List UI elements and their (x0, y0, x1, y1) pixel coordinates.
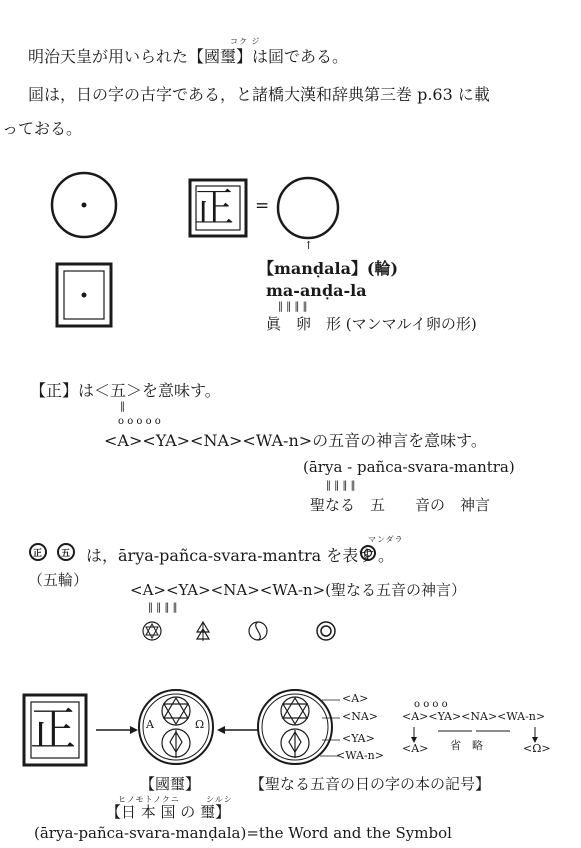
label-na: <NA> (342, 710, 379, 723)
boxed-sho-char: 正 (194, 185, 234, 231)
seal-alpha: A (146, 718, 154, 731)
caption-nihon-seal: 【日 本 国 の 璽】 (106, 803, 231, 821)
circled-go-char: 五 (61, 549, 71, 559)
caption2-ruby-left: ヒノモトノクニ (118, 795, 180, 804)
caption2-ruby-right: シルシ (206, 795, 233, 804)
mandala-label: 【manḍala】(輪) (258, 259, 399, 278)
s-curve-circle-icon (249, 622, 267, 640)
equals-sign: = (255, 196, 270, 216)
section2-heading: 【正】は＜五＞を意味す。 (30, 381, 221, 400)
intro-line-3: っておる。 (2, 119, 83, 138)
section2-sanskrit: (ārya - pañca-svara-mantra) (303, 458, 515, 476)
intro-line-1-term: 國璽 (204, 47, 237, 66)
footer-word-symbol: (ārya-pañca-svara-manḍala)=the Word and the Symbol (34, 824, 452, 842)
seal-right-icon (258, 690, 332, 764)
section3-period: 。 (378, 546, 395, 565)
section3-ruby: マンダラ (368, 535, 404, 544)
right-bottom-a: <A> (402, 742, 429, 755)
seal-omega: Ω (195, 718, 205, 731)
mandala-marks: ‖ ‖ ‖ ‖ (278, 301, 308, 312)
intro-line-1-pre: 明治天皇が用いられた【 (28, 47, 205, 66)
right-top-syllables: <A><YA><NA><WA-n> (402, 710, 546, 723)
label-a: <A> (342, 692, 369, 705)
hexagram-circle-icon (143, 622, 161, 640)
section3-line: は，ārya-pañca-svara-mantra を表す (86, 546, 375, 565)
caption-seal-description: 【聖なる五音の日の字の本の記号】 (250, 775, 491, 793)
section3-marks: ‖ ‖ ‖ ‖ (148, 602, 178, 613)
caption-kokuji: 【國璽】 (140, 775, 201, 793)
section2-pipe: ‖ (120, 401, 125, 412)
section2-marks: ‖ ‖ ‖ ‖ (326, 480, 356, 491)
section3-gorin: （五輪） (28, 571, 89, 589)
mandala-circle-icon (278, 178, 338, 238)
center-dot (82, 203, 87, 208)
diagram-sho-char: 正 (30, 702, 76, 756)
intro-line-1-post: 】は囸である。 (236, 47, 349, 66)
section2-gloss: 聖なる 五 音の 神言 (310, 496, 491, 514)
circled-sho-char: 正 (33, 549, 43, 559)
mandala-syllables: ma-anḍa-la (266, 281, 367, 300)
right-abbreviation: 省 略 (450, 739, 483, 752)
ruby-kokuji: コク ジ (230, 37, 261, 46)
section2-syllables: <A><YA><NA><WA-n>の五音の神言を意味す。 (104, 431, 487, 450)
section2-dots: o o o o o (118, 416, 161, 427)
label-ya: <YA> (342, 732, 375, 745)
stacked-triangle-icon (197, 622, 209, 641)
mandala-kanji-gloss: 眞 卵 形 (マンマルイ卵の形) (266, 315, 477, 333)
concentric-circle-icon (317, 622, 335, 640)
right-bottom-omega: <Ω> (523, 742, 551, 755)
up-arrow-icon: ↑ (304, 239, 314, 252)
right-dots: o o o o (414, 699, 448, 710)
section3-syllables: <A><YA><NA><WA-n>(聖なる五音の神言） (130, 581, 466, 599)
label-wa-n: <WA-n> (336, 749, 384, 762)
intro-line-2: 囸は，日の字の古字である，と諸橋大漢和辞典第三巻 p.63 に載 (28, 85, 490, 104)
